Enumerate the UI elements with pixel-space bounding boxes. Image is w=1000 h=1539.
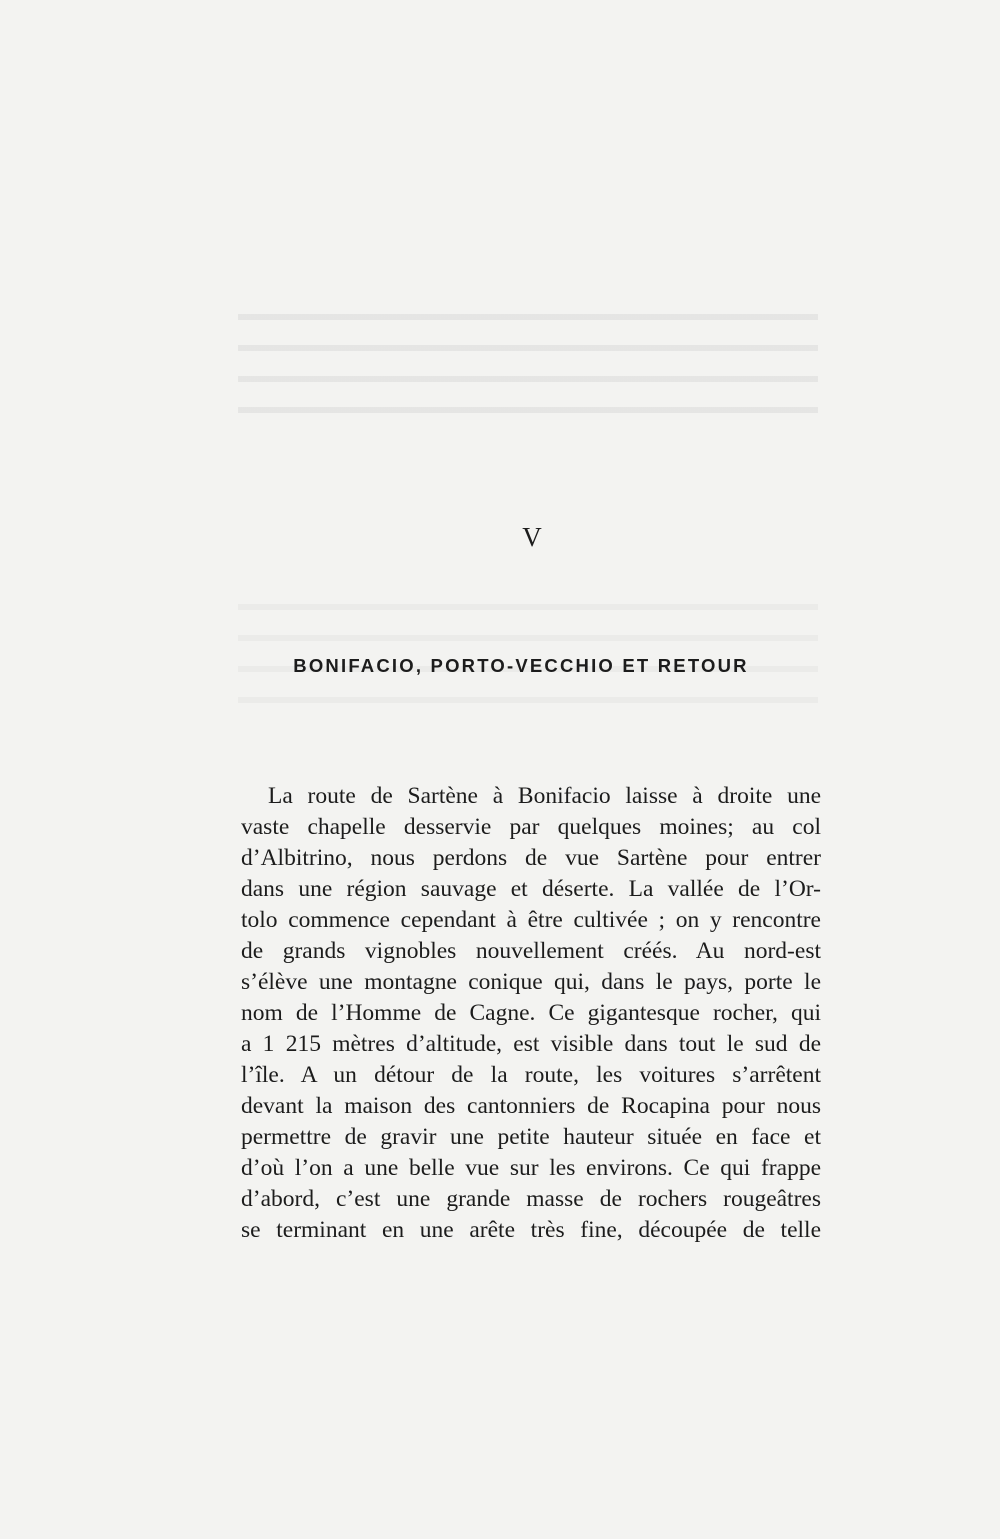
text-line: s’élève une montagne conique qui, dans le pays, porte le <box>241 969 821 995</box>
chapter-number: V <box>522 522 542 552</box>
text-line: La route de Sartène à Bonifacio laisse à droite une <box>268 783 821 809</box>
text-line: de grands vignobles nouvellement créés. Au nord-est <box>241 938 821 964</box>
text-line: d’où l’on a une belle vue sur les environs. Ce qui frappe <box>241 1155 821 1181</box>
body-paragraph <box>241 781 821 1246</box>
text-line: devant la maison des cantonniers de Rocapina pour nous <box>241 1093 821 1119</box>
text-line: l’île. A un détour de la route, les voitures s’arrêtent <box>241 1062 821 1088</box>
text-line: d’Albitrino, nous perdons de vue Sartène pour entrer <box>241 845 821 871</box>
text-line: tolo commence cependant à être cultivée ; on y rencontre <box>241 907 821 933</box>
text-line: nom de l’Homme de Cagne. Ce gigantesque rocher, qui <box>241 1000 821 1026</box>
text-line: se terminant en une arête très fine, découpée de telle <box>241 1217 821 1243</box>
text-line: a 1 215 mètres d’altitude, est visible dans tout le sud de <box>241 1031 821 1057</box>
text-line: dans une région sauvage et déserte. La vallée de l’Or- <box>241 876 821 902</box>
show-through-text <box>238 300 818 425</box>
chapter-title: BONIFACIO, PORTO-VECCHIO ET RETOUR <box>293 655 749 676</box>
text-line: vaste chapelle desservie par quelques moines; au col <box>241 814 821 840</box>
text-line: d’abord, c’est une grande masse de rochers rougeâtres <box>241 1186 821 1212</box>
text-line: permettre de gravir une petite hauteur située en face et <box>241 1124 821 1150</box>
